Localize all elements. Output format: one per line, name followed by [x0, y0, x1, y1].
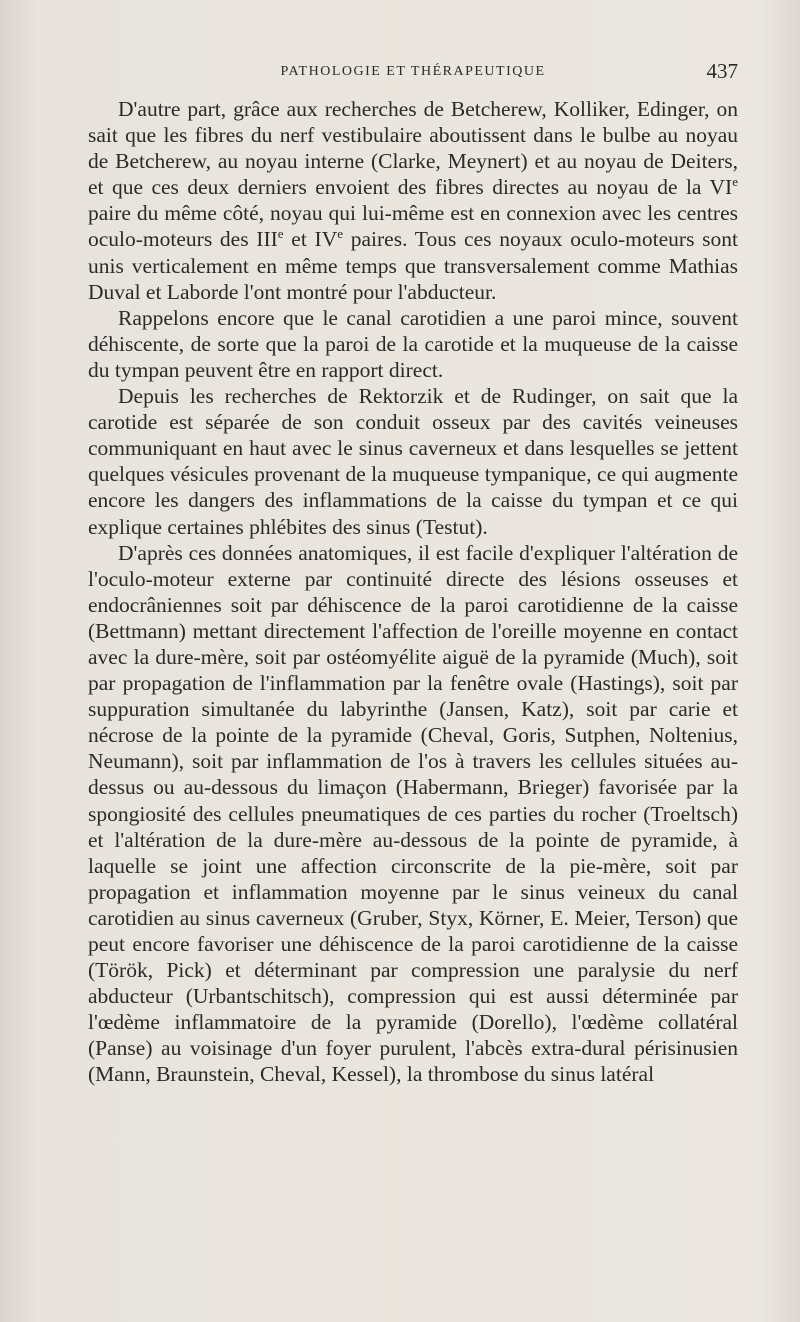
- paragraph-1-part-4: paires. Tous ces noyaux oculo-moteurs sont unis verticalement en même temps que transversalement comme Mathias Duval et Laborde l'ont montré pour l'abducteur.: [88, 227, 738, 304]
- ordinal-superscript: e: [732, 174, 738, 190]
- paragraph-1: [88, 96, 738, 305]
- paragraph-3: Depuis les recherches de Rektorzik et de Rudinger, on sait que la carotide est séparée de son conduit osseux par des cavités veineuses communiquant en haut avec le sinus caverneux et dans lesquelles se jettent quelques vésicules provenant de la muqueuse tympanique, ce qui augmente encore les dangers des inflammations de la caisse du tympan et ce qui explique certaines phlébites des sinus (Testut).: [88, 384, 738, 539]
- paragraph-1-part-2: paire du même côté, noyau qui lui-même est en connexion avec les centres oculo-moteurs des III: [88, 201, 738, 252]
- page-header: [88, 59, 738, 86]
- paragraph-2: Rappelons encore que le canal carotidien a une paroi mince, souvent déhiscente, de sorte que la paroi de la carotide et la muqueuse de la caisse du tympan peuvent être en rapport direct.: [88, 305, 738, 382]
- paragraph-1-part-1: D'autre part, grâce aux recherches de Betcherew, Kolliker, Edinger, on sait que les fibres du nerf vestibulaire aboutissent dans le bulbe au noyau de Betcherew, au noyau interne (Clarke, Meynert) et au noyau de Deiters, et que ces deux derniers envoient des fibres directes au noyau de la VI: [88, 97, 738, 200]
- ordinal-superscript: e: [277, 226, 284, 242]
- running-title: PATHOLOGIE ET THÉRAPEUTIQUE: [280, 64, 546, 79]
- paragraph-4: D'après ces données anatomiques, il est facile d'expliquer l'altération de l'oculo-moteur externe par continuité directe des lésions osseuses et endocrâniennes soit par déhiscence de la paroi carotidienne de la caisse (Bettmann) mettant directement l'affection de l'oreille moyenne en contact avec la dure-mère, soit par ostéomyélite aiguë de la pyramide (Much), soit par propagation de l'inflammation par la fenêtre ovale (Hastings), soit par suppuration simultanée du labyrinthe (Jansen, Katz), soit par carie et nécrose de la pointe de la pyramide (Cheval, Goris, Sutphen, Noltenius, Neumann), soit par inflammation de l'os à travers les cellules situées au-dessus ou au-dessous du limaçon (Habermann, Brieger) favorisée par la spongiosité des cellules pneumatiques de ces parties du rocher (Troeltsch) et l'altération de la dure-mère au-dessous de la pointe de pyramide, à laquelle se joint une affection circonscrite de la pie-mère, soit par propagation et inflammation moyenne par le sinus veineux du canal carotidien au sinus caverneux (Gruber, Styx, Körner, E. Meier, Terson) que peut encore favoriser une déhiscence de la paroi carotidienne de la caisse (Török, Pick) et déterminant par compression une paralysie du nerf abducteur (Urbantschitsch), compression qui est aussi déterminée par l'œdème inflammatoire de la pyramide (Dorello), l'œdème collatéral (Panse) au voisinage d'un foyer purulent, l'abcès extra-dural périsinusien (Mann, Braunstein, Cheval, Kessel), la thrombose du sinus latéral: [88, 540, 738, 1087]
- page-number: 437: [706, 59, 738, 83]
- paragraph-1-part-3: et IV: [283, 227, 338, 252]
- body-text: [88, 96, 738, 1088]
- ordinal-superscript: e: [337, 226, 344, 242]
